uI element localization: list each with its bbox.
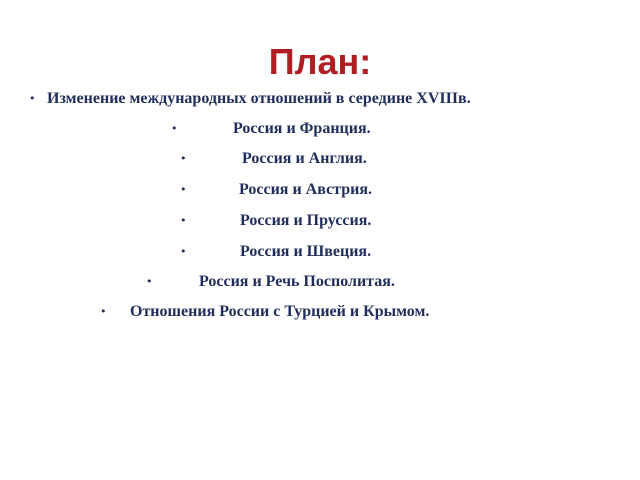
bullet-icon: • (171, 122, 178, 135)
bullet-icon: • (180, 214, 187, 227)
plan-item: Россия и Австрия. (239, 181, 372, 198)
plan-item: Отношения России с Турцией и Крымом. (130, 303, 430, 320)
bullet-icon: • (29, 92, 36, 105)
plan-item: Россия и Пруссия. (240, 212, 372, 229)
plan-item: Россия и Франция. (233, 120, 371, 137)
bullet-icon: • (146, 275, 153, 288)
bullet-icon: • (180, 245, 187, 258)
plan-item: Россия и Речь Посполитая. (199, 273, 395, 290)
bullet-icon: • (180, 152, 187, 165)
plan-item: Россия и Швеция. (240, 243, 372, 260)
slide-title: План: (268, 41, 372, 82)
bullet-icon: • (180, 183, 187, 196)
plan-item: Изменение международных отношений в середине XVIIIв. (47, 90, 471, 107)
bullet-icon: • (100, 305, 107, 318)
plan-item: Россия и Англия. (242, 150, 367, 167)
